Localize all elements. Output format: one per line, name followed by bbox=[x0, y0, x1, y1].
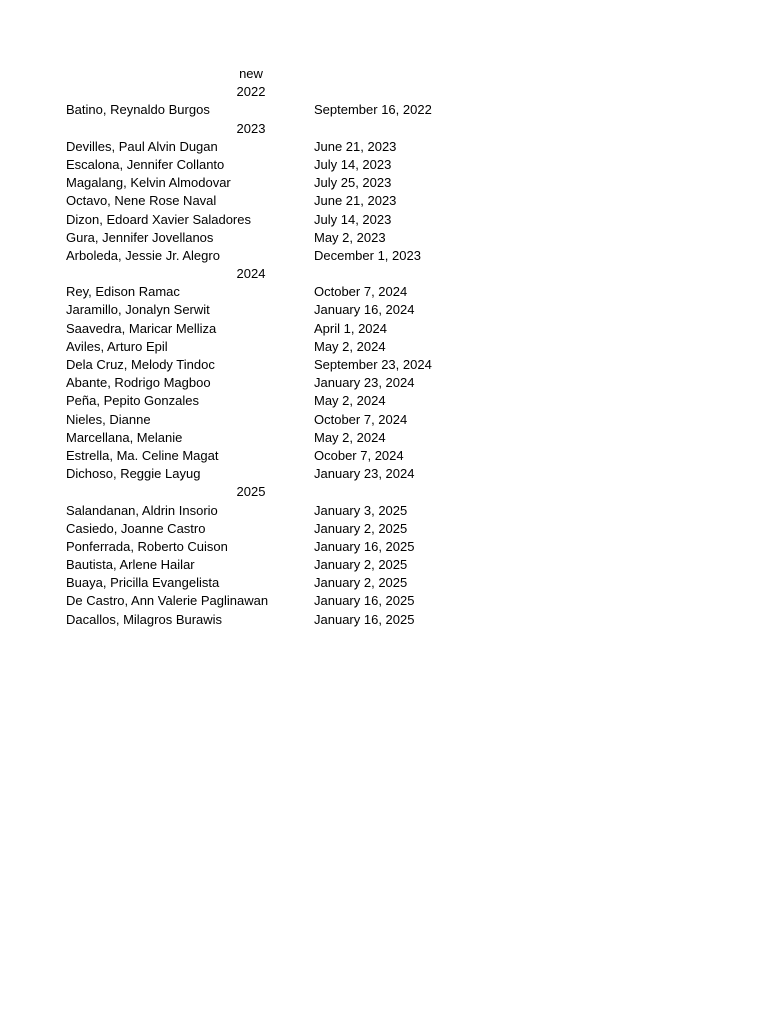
employee-name-cell: Arboleda, Jessie Jr. Alegro bbox=[66, 247, 220, 263]
employee-name-cell: Jaramillo, Jonalyn Serwit bbox=[66, 302, 210, 318]
year-header-row bbox=[66, 265, 526, 283]
sheet-title: new bbox=[239, 66, 263, 81]
employee-name-cell: Escalona, Jennifer Collanto bbox=[66, 156, 225, 172]
table-row bbox=[66, 611, 526, 629]
employee-name-cell: Gura, Jennifer Jovellanos bbox=[66, 229, 214, 245]
date-cell: October 7, 2024 bbox=[314, 284, 408, 300]
employee-name-cell: De Castro, Ann Valerie Paglinawan bbox=[66, 593, 269, 609]
date-cell: July 14, 2023 bbox=[314, 211, 392, 227]
year-header: 2024 bbox=[236, 266, 266, 282]
table-row bbox=[66, 247, 526, 265]
employee-name-cell: Magalang, Kelvin Almodovar bbox=[66, 175, 231, 191]
date-cell: July 14, 2023 bbox=[314, 156, 392, 172]
table-row bbox=[66, 301, 526, 319]
date-cell: January 16, 2025 bbox=[314, 538, 415, 554]
date-cell: January 16, 2025 bbox=[314, 611, 415, 627]
date-cell: December 1, 2023 bbox=[314, 247, 421, 263]
year-header: 2023 bbox=[236, 120, 266, 136]
table-row bbox=[66, 392, 526, 410]
employee-name-cell: Rey, Edison Ramac bbox=[66, 284, 180, 300]
date-cell: June 21, 2023 bbox=[314, 193, 397, 209]
date-cell: July 25, 2023 bbox=[314, 175, 392, 191]
employee-name-cell: Dichoso, Reggie Layug bbox=[66, 466, 201, 482]
employee-name-cell: Saavedra, Maricar Melliza bbox=[66, 320, 217, 336]
table-row bbox=[66, 156, 526, 174]
employee-name-cell: Estrella, Ma. Celine Magat bbox=[66, 447, 219, 463]
date-cell: September 23, 2024 bbox=[314, 357, 432, 372]
date-cell: April 1, 2024 bbox=[314, 320, 387, 336]
table-row bbox=[66, 592, 526, 610]
table-row bbox=[66, 447, 526, 465]
year-groups bbox=[66, 83, 526, 629]
table-row bbox=[66, 101, 526, 119]
employee-name-cell: Marcellana, Melanie bbox=[66, 429, 183, 445]
employee-name-cell: Dacallos, Milagros Burawis bbox=[66, 611, 223, 627]
table-row bbox=[66, 465, 526, 483]
date-cell: June 21, 2023 bbox=[314, 138, 397, 154]
date-cell: October 7, 2024 bbox=[314, 411, 408, 427]
employee-name-cell: Ponferrada, Roberto Cuison bbox=[66, 538, 228, 554]
table-row bbox=[66, 429, 526, 447]
table-row bbox=[66, 374, 526, 392]
date-cell: January 16, 2024 bbox=[314, 302, 415, 318]
employee-name-cell: Dela Cruz, Melody Tindoc bbox=[66, 357, 215, 372]
date-cell: January 2, 2025 bbox=[314, 557, 408, 573]
table-row bbox=[66, 320, 526, 338]
year-header-row bbox=[66, 120, 526, 138]
spreadsheet-sheet bbox=[66, 65, 526, 629]
date-cell: May 2, 2023 bbox=[314, 229, 386, 245]
date-cell: January 3, 2025 bbox=[314, 502, 408, 518]
employee-name-cell: Abante, Rodrigo Magboo bbox=[66, 375, 211, 391]
date-cell: May 2, 2024 bbox=[314, 393, 386, 409]
table-row bbox=[66, 338, 526, 356]
employee-name-cell: Peña, Pepito Gonzales bbox=[66, 393, 199, 409]
table-row bbox=[66, 174, 526, 192]
employee-name-cell: Casiedo, Joanne Castro bbox=[66, 520, 206, 536]
table-row bbox=[66, 138, 526, 156]
date-cell: May 2, 2024 bbox=[314, 429, 386, 445]
date-cell: January 23, 2024 bbox=[314, 466, 415, 482]
date-cell: January 2, 2025 bbox=[314, 520, 408, 536]
year-header-row bbox=[66, 483, 526, 501]
date-cell: January 2, 2025 bbox=[314, 575, 408, 591]
employee-name-cell: Octavo, Nene Rose Naval bbox=[66, 193, 217, 209]
year-header-row bbox=[66, 83, 526, 101]
table-row bbox=[66, 556, 526, 574]
employee-name-cell: Buaya, Pricilla Evangelista bbox=[66, 575, 220, 591]
date-cell: January 16, 2025 bbox=[314, 593, 415, 609]
date-cell: Ocober 7, 2024 bbox=[314, 447, 404, 463]
employee-name-cell: Dizon, Edoard Xavier Saladores bbox=[66, 211, 251, 227]
date-cell: January 23, 2024 bbox=[314, 375, 415, 391]
table-row bbox=[66, 574, 526, 592]
table-row bbox=[66, 520, 526, 538]
table-row bbox=[66, 192, 526, 210]
table-row bbox=[66, 502, 526, 520]
employee-name-cell: Batino, Reynaldo Burgos bbox=[66, 102, 210, 118]
table-row bbox=[66, 283, 526, 301]
table-row bbox=[66, 356, 526, 374]
year-header: 2025 bbox=[236, 484, 266, 500]
table-row bbox=[66, 411, 526, 429]
year-header: 2022 bbox=[236, 84, 266, 100]
employee-name-cell: Bautista, Arlene Hailar bbox=[66, 557, 195, 573]
table-row bbox=[66, 211, 526, 229]
employee-name-cell: Salandanan, Aldrin Insorio bbox=[66, 502, 218, 518]
table-row bbox=[66, 229, 526, 247]
date-cell: September 16, 2022 bbox=[314, 102, 432, 118]
date-cell: May 2, 2024 bbox=[314, 338, 386, 354]
sheet-title-row bbox=[66, 65, 526, 83]
employee-name-cell: Aviles, Arturo Epil bbox=[66, 338, 168, 354]
table-row bbox=[66, 538, 526, 556]
employee-name-cell: Nieles, Dianne bbox=[66, 411, 151, 427]
employee-name-cell: Devilles, Paul Alvin Dugan bbox=[66, 138, 218, 154]
